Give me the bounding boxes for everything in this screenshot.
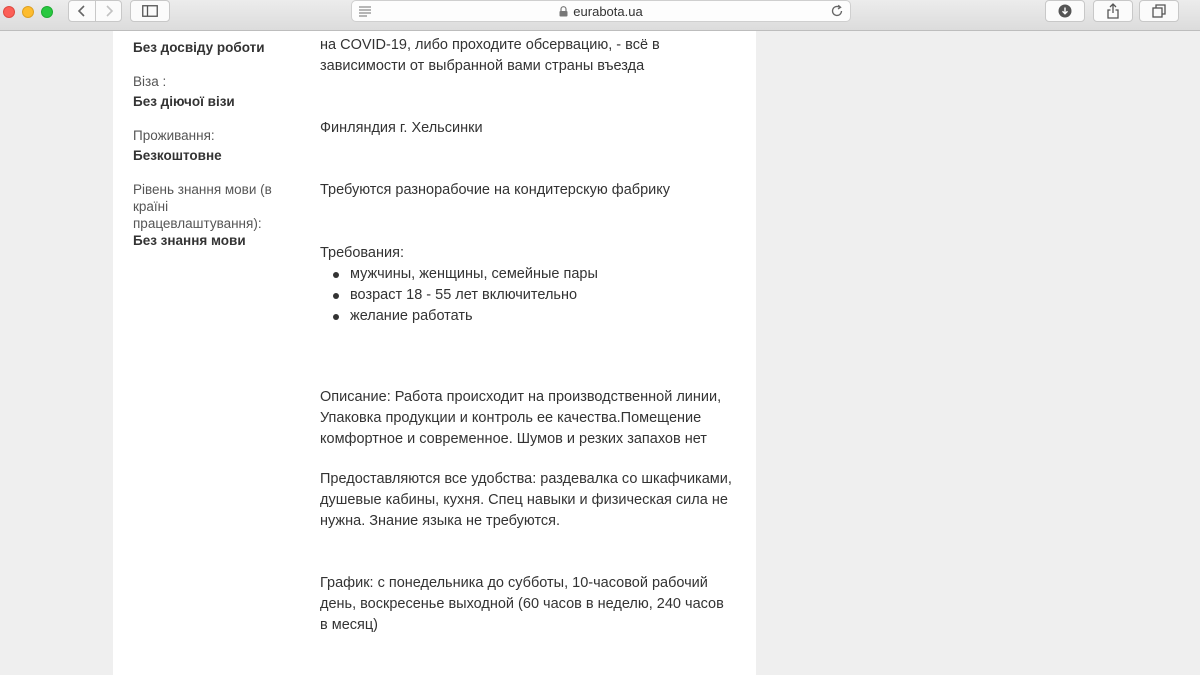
url-text-wrapper xyxy=(352,4,850,19)
location-text: Финляндия г. Хельсинки xyxy=(320,120,483,136)
language-value: Без знання мови xyxy=(133,233,246,248)
intro-paragraph: на COVID-19, либо проходите обсервацию, - всё в зависимости от выбранной вами страны въезда xyxy=(320,37,660,74)
back-button[interactable] xyxy=(68,0,96,22)
meta-experience xyxy=(133,39,293,56)
downloads-button[interactable] xyxy=(1045,0,1085,22)
forward-button[interactable] xyxy=(95,0,122,22)
meta-housing xyxy=(133,127,293,164)
chevron-left-icon xyxy=(77,4,87,18)
schedule-paragraph: График: с понедельника до субботы, 10-часовой рабочий день, воскресенье выходной (60 часов в неделю, 240 часов в месяц) xyxy=(320,575,724,633)
requirements-list xyxy=(320,264,740,327)
list-item: мужчины, женщины, семейные пары xyxy=(320,264,740,285)
sidebar-toggle-button[interactable] xyxy=(130,0,170,22)
housing-value: Безкоштовне xyxy=(133,148,222,163)
experience-value: Без досвіду роботи xyxy=(133,40,265,55)
housing-label: Проживання: xyxy=(133,128,215,143)
requirements-section xyxy=(320,243,740,327)
visa-label: Віза : xyxy=(133,74,167,89)
close-window-icon[interactable] xyxy=(3,6,15,18)
address-bar[interactable] xyxy=(351,0,851,22)
visa-value: Без діючої візи xyxy=(133,94,235,109)
tabs-overview-button[interactable] xyxy=(1139,0,1179,22)
chevron-right-icon xyxy=(104,4,114,18)
job-headline: Требуются разнорабочие на кондитерскую фабрику xyxy=(320,182,670,198)
url-text: eurabota.ua xyxy=(573,4,643,19)
meta-visa xyxy=(133,73,293,110)
amenities-paragraph: Предоставляются все удобства: раздевалка со шкафчиками, душевые кабины, кухня. Спец навыки и физическая сила не нужна. Знание языка не требуются. xyxy=(320,471,732,529)
sidebar-icon xyxy=(142,5,158,17)
download-icon xyxy=(1058,4,1072,18)
list-item: желание работать xyxy=(320,306,740,327)
meta-language xyxy=(133,181,285,249)
share-button[interactable] xyxy=(1093,0,1133,22)
tabs-icon xyxy=(1152,4,1166,18)
lock-icon xyxy=(559,6,568,17)
share-icon xyxy=(1106,3,1120,19)
zoom-window-icon[interactable] xyxy=(41,6,53,18)
requirements-title: Требования: xyxy=(320,245,404,261)
browser-toolbar xyxy=(0,0,1200,31)
minimize-window-icon[interactable] xyxy=(22,6,34,18)
reload-icon[interactable] xyxy=(830,4,844,18)
description-paragraph: Описание: Работа происходит на производственной линии, Упаковка продукции и контроль ее качества.Помещение комфортное и современное. Шумов и резких запахов нет xyxy=(320,389,722,447)
language-label: Рівень знання мови (в країні працевлаштування): xyxy=(133,182,272,231)
list-item: возраст 18 - 55 лет включительно xyxy=(320,285,740,306)
